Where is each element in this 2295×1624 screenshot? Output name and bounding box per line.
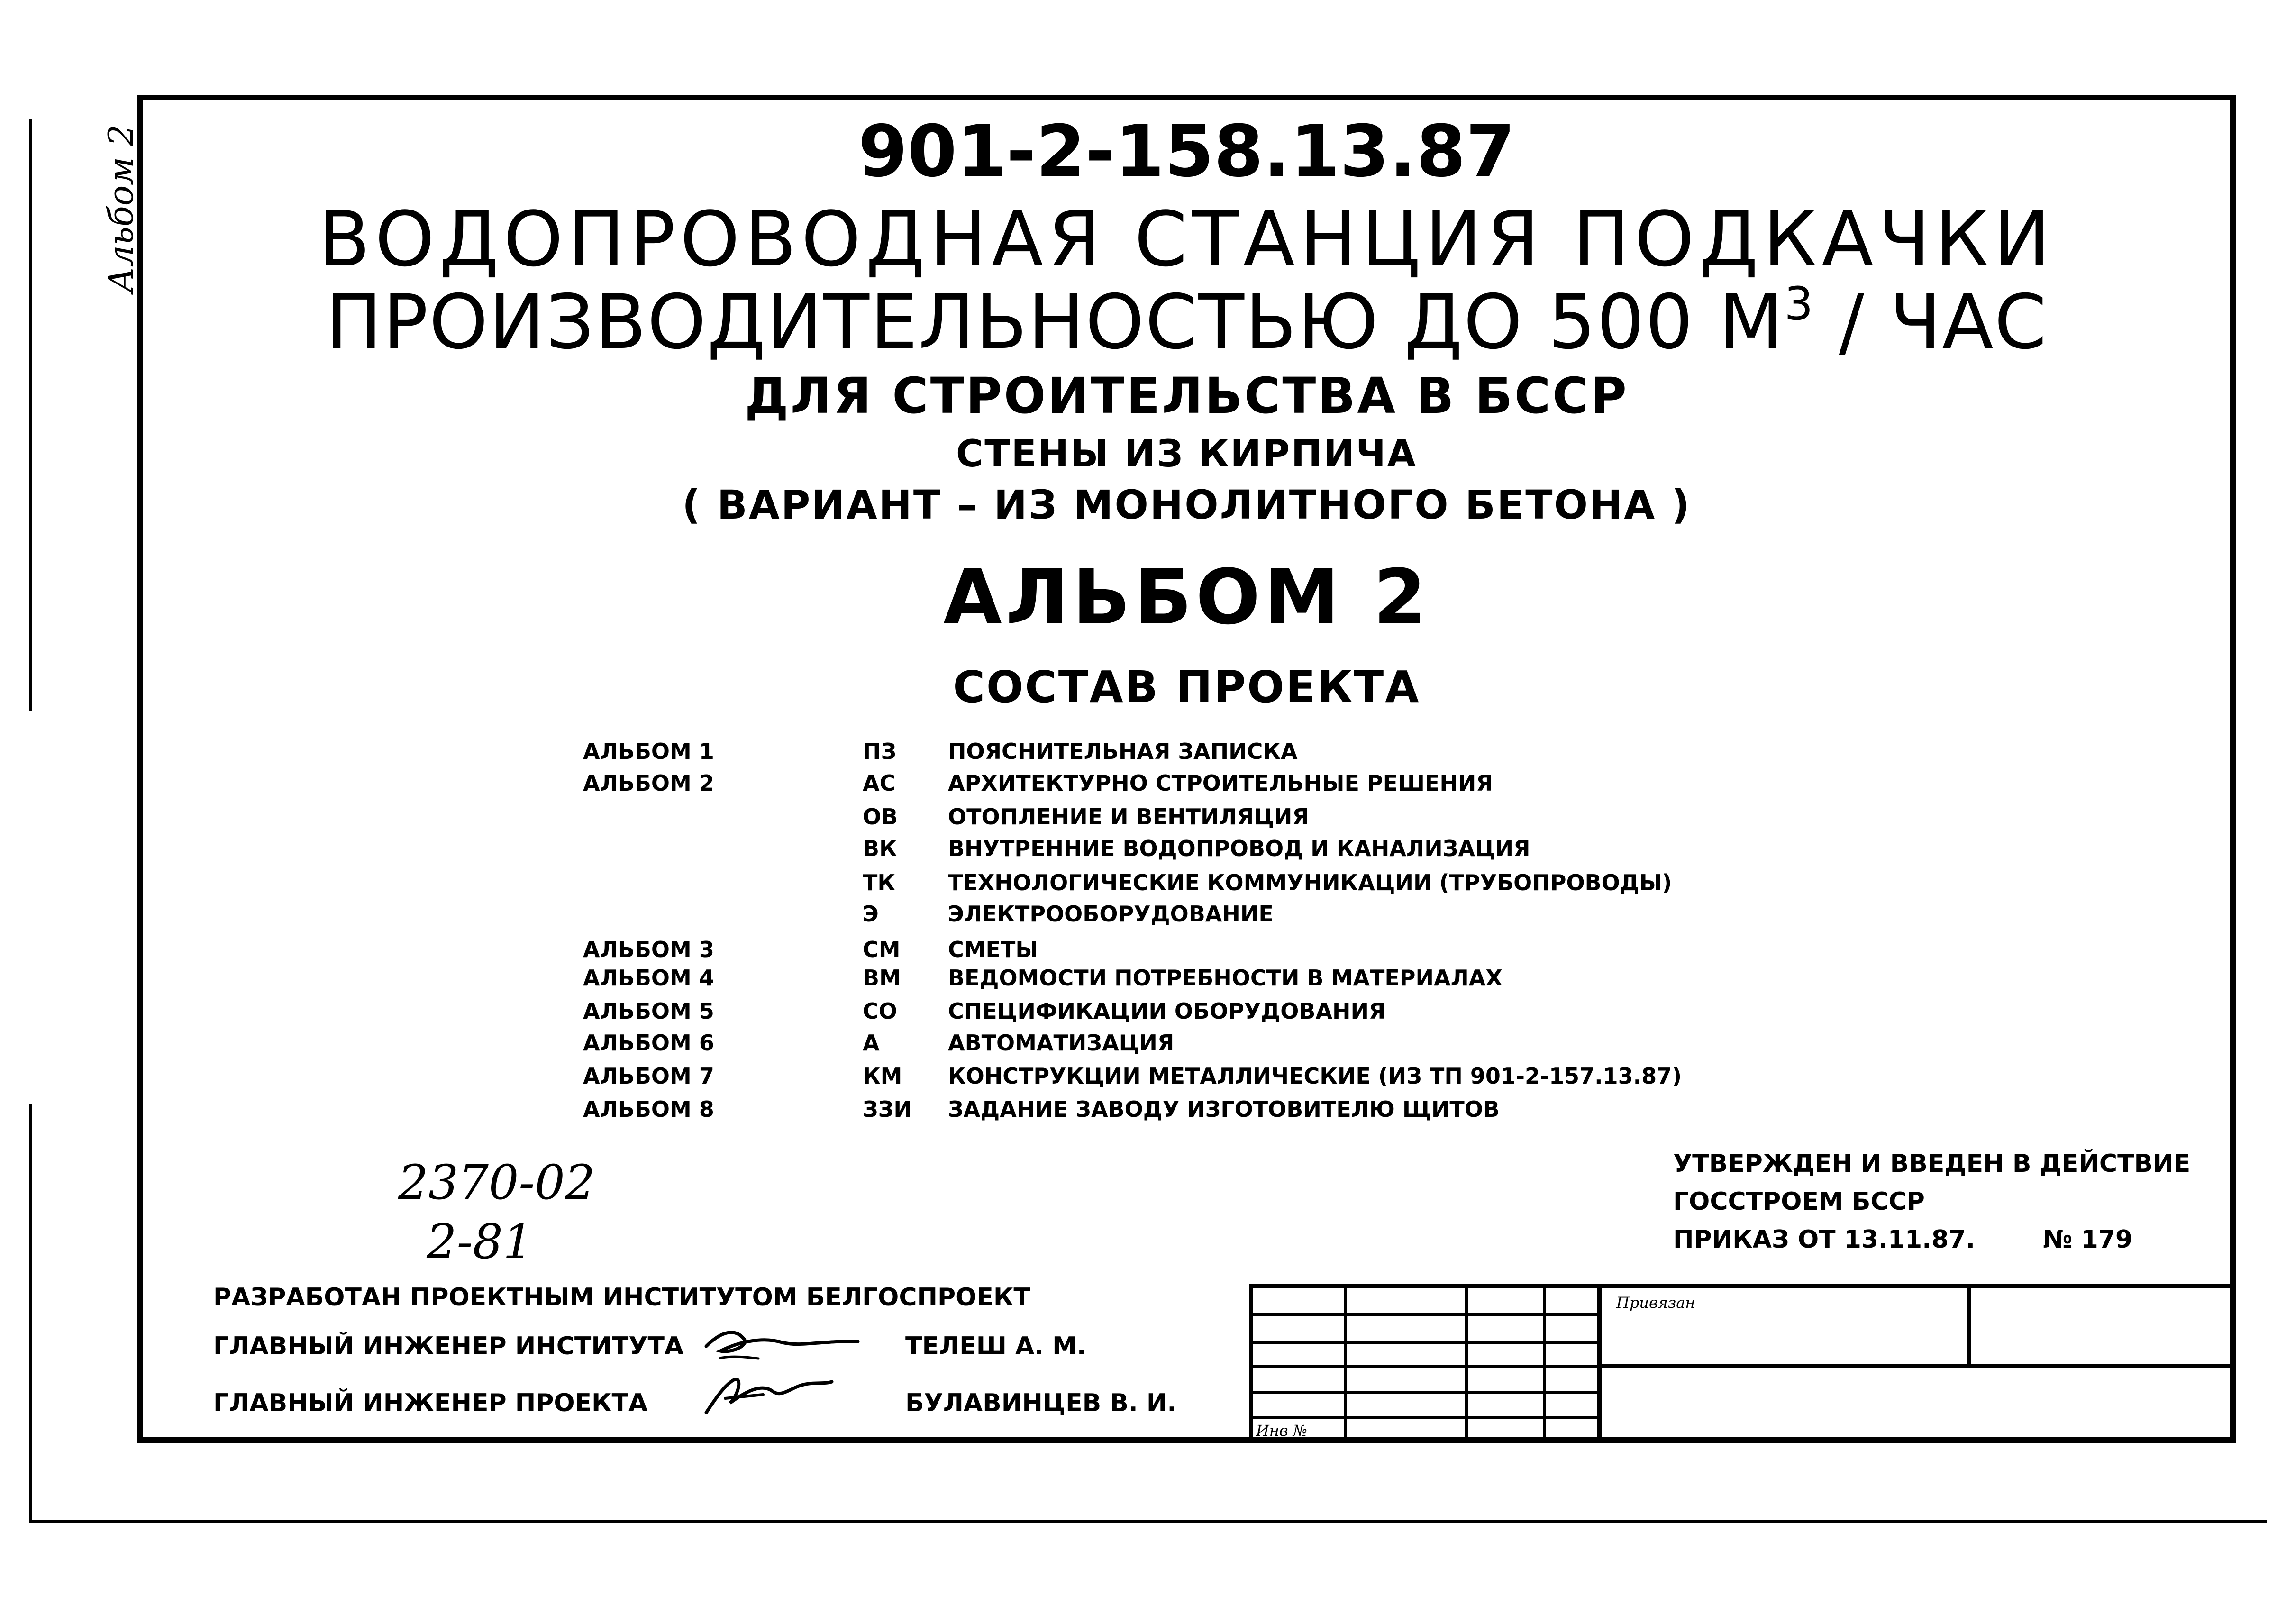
composition-code-8: ВМ — [863, 965, 901, 991]
composition-desc-7: СМЕТЫ — [948, 937, 1038, 962]
composition-desc-12: ЗАДАНИЕ ЗАВОДУ ИЗГОТОВИТЕЛЮ ЩИТОВ — [948, 1096, 1500, 1122]
binding-label: Привязан — [1616, 1294, 1695, 1312]
trim-line-left — [29, 119, 32, 711]
composition-album-7: АЛЬБОМ 7 — [583, 1063, 714, 1089]
title-line-2-superscript: 3 — [1784, 277, 1814, 330]
composition-desc-9: СПЕЦИФИКАЦИИ ОБОРУДОВАНИЯ — [948, 998, 1386, 1024]
composition-code-11: КМ — [863, 1063, 902, 1089]
title-line-1: ВОДОПРОВОДНАЯ СТАНЦИЯ ПОДКАЧКИ — [318, 195, 2055, 283]
inventory-label: Инв № — [1256, 1422, 1308, 1440]
title-line-4: СТЕНЫ ИЗ КИРПИЧА — [956, 433, 1417, 475]
composition-desc-8: ВЕДОМОСТИ ПОТРЕБНОСТИ В МАТЕРИАЛАХ — [948, 965, 1503, 991]
signature-chief-institute — [701, 1313, 863, 1365]
title-line-2-main: ПРОИЗВОДИТЕЛЬНОСТЬЮ ДО 500 М — [326, 279, 1785, 366]
title-line-2 — [137, 277, 2236, 366]
side-note: Альбом 2 — [101, 124, 141, 293]
trim-line-left-lower — [29, 1104, 32, 1522]
album-title: АЛЬБОМ 2 — [943, 553, 1430, 641]
approval-line-3: ПРИКАЗ ОТ 13.11.87. — [1673, 1225, 1976, 1254]
approval-line-1: УТВЕРЖДЕН И ВВЕДЕН В ДЕЙСТВИЕ — [1673, 1150, 2191, 1178]
composition-desc-4: ВНУТРЕННИЕ ВОДОПРОВОД И КАНАЛИЗАЦИЯ — [948, 836, 1530, 861]
developer-line: РАЗРАБОТАН ПРОЕКТНЫМ ИНСТИТУТОМ БЕЛГОСПРОЕКТ — [213, 1283, 1030, 1312]
composition-code-2: АС — [863, 770, 896, 796]
chief-project-label: ГЛАВНЫЙ ИНЖЕНЕР ПРОЕКТА — [213, 1389, 648, 1417]
title-line-5: ( ВАРИАНТ – ИЗ МОНОЛИТНОГО БЕТОНА ) — [682, 482, 1691, 528]
chief-institute-label: ГЛАВНЫЙ ИНЖЕНЕР ИНСТИТУТА — [213, 1332, 684, 1360]
composition-album-6: АЛЬБОМ 6 — [583, 1030, 714, 1056]
title-line-3: ДЛЯ СТРОИТЕЛЬСТВА В БССР — [745, 367, 1629, 425]
composition-heading: СОСТАВ ПРОЕКТА — [953, 662, 1421, 712]
title-line-2-tail: / ЧАС — [1814, 279, 2048, 366]
composition-desc-2: АРХИТЕКТУРНО СТРОИТЕЛЬНЫЕ РЕШЕНИЯ — [948, 770, 1493, 796]
composition-desc-10: АВТОМАТИЗАЦИЯ — [948, 1030, 1175, 1056]
composition-code-3: ОВ — [863, 804, 898, 830]
composition-album-8: АЛЬБОМ 8 — [583, 1096, 714, 1122]
chief-institute-name: ТЕЛЕШ А. М. — [905, 1332, 1086, 1360]
composition-album-3: АЛЬБОМ 3 — [583, 937, 714, 962]
composition-desc-6: ЭЛЕКТРООБОРУДОВАНИЕ — [948, 901, 1274, 927]
composition-album-4: АЛЬБОМ 4 — [583, 965, 714, 991]
composition-code-1: ПЗ — [863, 739, 897, 764]
composition-code-10: А — [863, 1030, 880, 1056]
trim-line-bottom — [29, 1520, 2267, 1523]
composition-code-4: ВК — [863, 836, 897, 861]
approval-number: № 179 — [2043, 1225, 2133, 1254]
composition-album-1: АЛЬБОМ 1 — [583, 739, 714, 764]
composition-code-5: ТК — [863, 870, 895, 895]
composition-desc-11: КОНСТРУКЦИИ МЕТАЛЛИЧЕСКИЕ (ИЗ ТП 901-2-157.13.87) — [948, 1063, 1682, 1089]
signature-chief-project — [697, 1365, 839, 1422]
composition-desc-1: ПОЯСНИТЕЛЬНАЯ ЗАПИСКА — [948, 739, 1298, 764]
archive-number-line-1: 2370-02 — [398, 1155, 595, 1210]
composition-desc-5: ТЕХНОЛОГИЧЕСКИЕ КОММУНИКАЦИИ (ТРУБОПРОВОДЫ) — [948, 870, 1672, 895]
composition-code-12: ЗЗИ — [863, 1096, 912, 1122]
composition-album-5: АЛЬБОМ 5 — [583, 998, 714, 1024]
document-code: 901-2-158.13.87 — [858, 110, 1515, 193]
chief-project-name: БУЛАВИНЦЕВ В. И. — [905, 1389, 1177, 1417]
approval-line-2: ГОССТРОЕМ БССР — [1673, 1187, 1925, 1216]
composition-album-2: АЛЬБОМ 2 — [583, 770, 714, 796]
composition-code-9: СО — [863, 998, 897, 1024]
composition-desc-3: ОТОПЛЕНИЕ И ВЕНТИЛЯЦИЯ — [948, 804, 1309, 830]
composition-code-7: СМ — [863, 937, 901, 962]
archive-number-line-2: 2-81 — [427, 1214, 533, 1269]
composition-code-6: Э — [863, 901, 879, 927]
